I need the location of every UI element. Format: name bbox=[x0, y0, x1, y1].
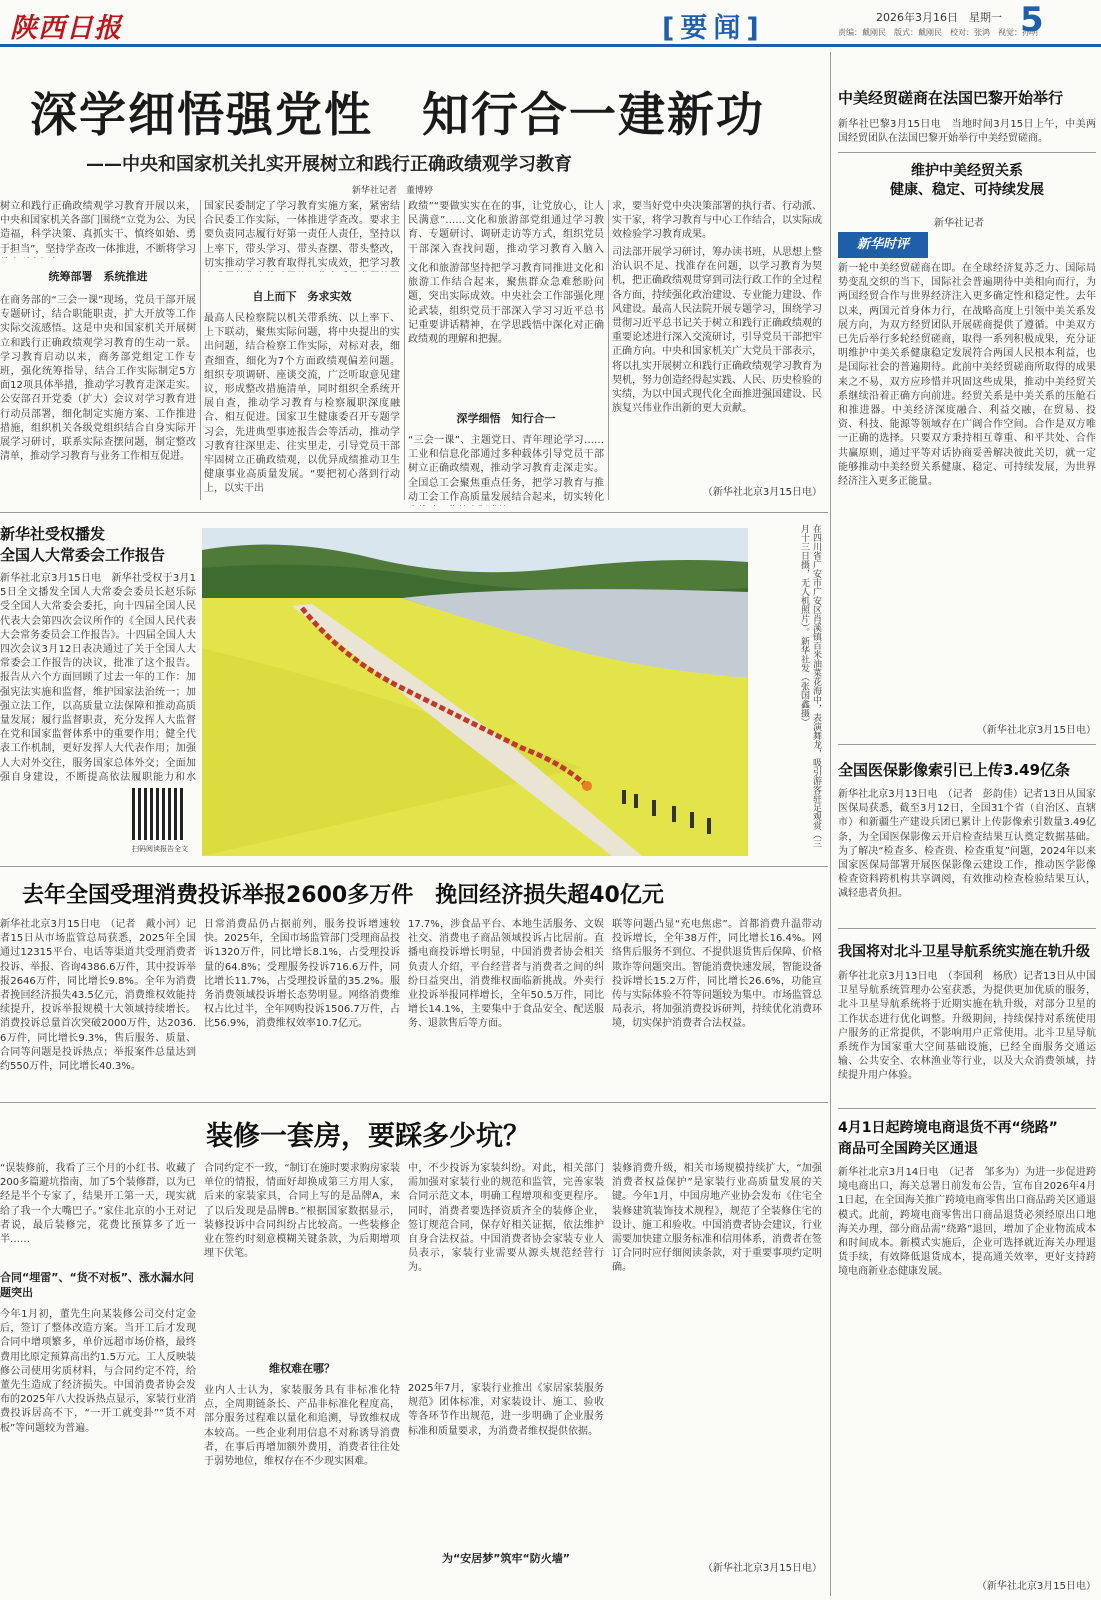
renovation-column-1 bbox=[0, 1162, 196, 1594]
photo-illustration bbox=[202, 528, 748, 856]
issue-date: 2026年3月16日 星期一 bbox=[876, 11, 1002, 24]
lead-column-1 bbox=[0, 200, 196, 500]
section-divider bbox=[838, 744, 1096, 745]
npc-report-body: 新华社北京3月15日电 新华社受权于3月15日全文播发全国人大常委会委员长赵乐际受全国人大常委会委托，向十四届全国人民代表大会第四次会议所作的《全国人民代表大会常务委员会工作报告》。十四届全国人大四次会议3月12日表决通过了关于全国人大常委会工作报告的决议，批准了这个报告。报告从六个方面回顾了过去一年的工作：加强宪法实施和监督，维护国家法治统一；加强立法工作，以高质量立法保障和推动高质量发展；履行监督职责，充分发挥人大监督在党和国家监督体系中的重要作用；健全代表工作机制，更好发挥人大代表作用；加强人大对外交往，服务国家总体外交；全面加强自身建设，不断提高依法履职能力和水 bbox=[0, 573, 196, 783]
commentary-body: 新一轮中美经贸磋商在即。在全球经济复苏乏力、国际局势变乱交织的当下，国际社会普遍期待中美相向而行，为两国经贸合作与世界经济注入更多确定性和稳定性。去年以来，两国元首身体力行，在战略高度上引领中美关系发展方向，为双方经贸团队开展磋商提供了遵循。中美双方已先后举行多轮经贸磋商，取得一系列积极成果，充分证明维护中美关系健康稳定发展符合两国人民根本利益，也是国际社会的普遍期待。此前中美经贸磋商所取得的成果来之不易，双方应珍惜并巩固这些成果，推动中美经贸关系继续沿着正确方向前进。经贸关系是中美关系的压舱石和推进器。中美经济深度融合、利益交融，在贸易、投资、科技、能源等领域存在广阔合作空间。合作是双方唯一正确的选择。只要双方秉持相互尊重、和平共处、合作共赢原则，通过平等对话协商妥善解决彼此关切，就一定能够推动中美经贸关系健康、稳定、可持续发展，为世界经济注入更多正能量。 bbox=[838, 263, 1096, 488]
renovation-col4-body: 装修消费升级，相关市场规模持续扩大，“加强消费者权益保护”是家装行业高质量发展的关键。今年1月，中国房地产业协会发布《住宅全装修建筑装饰技术规程》，规范了全装修住宅的设计、施工和验收。中国消费者协会建议，行业需要加快建立服务标准和信用体系，消费者在签订合同时应仔细阅读条款，对于重要事项约定明确。 bbox=[612, 1163, 822, 1274]
lead-subhead-3: 深学细悟 知行合一 bbox=[456, 412, 556, 425]
lead-col2-top: 国家民委制定了学习教育实施方案，紧密结合民委工作实际，一体推进学查改。要求主要负责同志履行好第一责任人责任，坚持以上率下，带头学习、带头查摆、带头整改，切实推动学习教育取得扎实成效，把学习教 bbox=[204, 201, 400, 269]
renovation-subhead-1: 合同“埋雷”、“货不对板”、涨水漏水问题突出 bbox=[0, 1271, 194, 1299]
header-rule bbox=[0, 44, 1101, 47]
lead-col1-body: 在商务部的“三会一课”现场，党员干部开展专题研讨，结合职能职责，扩大开放等工作实际交流感悟。这是中央和国家机关开展树立和践行正确政绩观学习教育的生动一景。学习教育启动以来，商务部党组定工作专班，强化统筹指导，结合工作实际制定5方面12项具体举措，推动学习教育走深走实。公安部召开党委（扩大）会议对学习教育进行动员部署，细化制定实施方案、工作推进措施，组织机关各级党组织结合自身实际开展学习研讨，联系实际查摆问题，制定整改清单，推动学习教育与业务工作相互促进。 bbox=[0, 295, 196, 463]
newspaper-logo: 陕西日报 bbox=[10, 13, 122, 44]
column-divider bbox=[608, 200, 609, 500]
us-china-talks-body: 新华社巴黎3月15日电 当地时间3月15日上午，中美两国经贸团队在法国巴黎开始举行中美经贸磋商。 bbox=[838, 119, 1096, 145]
consumer-complaints-headline: 去年全国受理消费投诉举报2600多万件 挽回经济损失超40亿元 bbox=[22, 883, 664, 908]
commentary-headline: 维护中美经贸关系 健康、稳定、可持续发展 bbox=[890, 163, 1044, 198]
section-title: [要闻] bbox=[662, 13, 765, 44]
right-column-divider bbox=[830, 52, 831, 1596]
renovation-headline: 装修一套房，要踩多少坑？ bbox=[206, 1121, 530, 1152]
renovation-col2-body: 业内人士认为，家装服务具有非标准化特点，全周期链条长、产品非标准化程度高，部分服务过程难以量化和追溯，导致维权成本较高。一些企业利用信息不对称诱导消费者，在事后再增加额外费用，消费者往往处于弱势地位，维权存在不少现实困难。 bbox=[204, 1385, 400, 1468]
lead-column-4 bbox=[612, 200, 822, 500]
page-number: 5 bbox=[1020, 0, 1044, 40]
renovation-col1-body: 今年1月初，董先生向某装修公司交付定金后，签订了整体改造方案。当开工后才发现合同中增项繁多，单价远超市场价格，最终费用比原定预算高出约1.5万元。工人反映装修公司使用劣质材料，与合同约定不符，给董先生造成了经济损失。中国消费者协会发布的2025年八大投诉热点显示，家装行业消费投诉居高不下，“一开工就变卦”“货不对板”等问题较为普遍。 bbox=[0, 1309, 196, 1434]
renovation-subhead-2: 维权难在哪？ bbox=[269, 1362, 335, 1375]
consumer-col-2: 日常消费品仍占据前列，服务投诉增速较快。2025年，全国市场监管部门受理商品投诉1320万件，同比增长8.1%，占受理投诉量的64.8%；受理服务投诉716.6万件，同比增长11.7%，占受理投诉量的35.2%。服务消费领域投诉增长态势明显。网络消费维权占比过半，全年网购投诉1506.7万件，占比56.9%，消费维权效率10.7亿元。 bbox=[204, 919, 400, 1030]
lead-column-2 bbox=[204, 200, 400, 500]
renovation-col2-top: 合同约定不一致，“制订在施时要求购房家装单位的情报，情面好却换成第三方用人家，后来的家装家具，合同上写的是品牌A，来了以后发现是品牌B。”根据国家数据显示，装修投诉中合同纠纷占比较高。一些装修企业在签约时刻意模糊关键条款，为后期增项埋下伏笔。 bbox=[204, 1163, 400, 1260]
cross-border-ecommerce-headline: 4月1日起跨境电商退货不再“绕路” 商品可全国跨关区通退 bbox=[838, 1120, 1058, 1157]
lead-col3-body: 文化和旅游部坚持把学习教育同推进文化和旅游工作结合起来，聚焦群众急难愁盼问题，突出实际成效。中央社会工作部强化理论武装，组织党员干部深入学习习近平总书记重要讲话精神，在学思践悟中深化对正确政绩观的理解和把握。 bbox=[408, 263, 604, 346]
qr-code-label: 扫码阅读报告全文 bbox=[132, 845, 188, 853]
renovation-dateline-end: （新华社北京3月15日电） bbox=[702, 1563, 822, 1574]
lead-dateline-end: （新华社北京3月15日电） bbox=[702, 487, 822, 498]
beidou-headline: 我国将对北斗卫星导航系统实施在轨升级 bbox=[838, 944, 1090, 960]
consumer-col-3: 17.7%，涉食品平台、本地生活服务、文娱社交、消费电子商品领域投诉占比居前。直播电商投诉增长明显，中国消费者协会相关负责人介绍，平台经营者与消费者之间的纠纷日益突出，消费维权面临新挑战。外卖行业投诉举报同样增长，全年50.5万件，同比增长14.1%，主要集中于食品安全、配送服务、退款售后等方面。 bbox=[408, 919, 604, 1030]
lead-headline: 深学细悟强党性 知行合一建新功 bbox=[30, 88, 765, 143]
cross-border-ecommerce-body: 新华社北京3月14日电 （记者 邹多为）为进一步促进跨境电商出口，海关总署日前发布公告，宣布自2026年4月1日起，在全国海关推广跨境电商零售出口商品跨关区通退模式。此前，跨境电商零售出口商品退货必须经原出口地海关办理，部分商品需“绕路”退回，增加了企业物流成本和时间成本。新模式实施后，企业可选择就近海关办理退货手续，有效降低退货成本，提高通关效率，更好支持跨境电商新业态健康发展。 bbox=[838, 1167, 1096, 1278]
lead-col2-body: 最高人民检察院以机关带系统、以上率下、上下联动，聚焦实际问题，将中央提出的实出问题，结合检察工作实际，对标对表，细查细查，细化为7个方面政绩观偏差问题。组织专项调研、座谈交流，广泛听取意见建议，形成整改措施清单，同时组织全系统开展自查，推动学习教育与检察履职深度融合、相互促进。国家卫生健康委召开专题学习会，先进典型事迹报告会等活动，推动学习教育往深里走、往实里走，引导党员干部牢固树立正确政绩观，以优异成绩推动卫生健康事业高质量发展。“要把初心落到行动上，以实干出 bbox=[204, 313, 400, 495]
lead-subhead-2: 自上而下 务求实效 bbox=[252, 290, 352, 303]
lead-col3-top: 政绩”“要做实实在在的事，让党放心，让人民满意”……文化和旅游部党组通过学习教育、专题研讨、调研走访等方式，组织党员干部深入查找问题，推动学习教育入脑入 bbox=[408, 201, 604, 255]
xinhua-commentary-badge: 新华时评 bbox=[838, 232, 928, 258]
commentary-dateline-end: （新华社北京3月15日电） bbox=[976, 725, 1096, 736]
column-divider bbox=[200, 200, 201, 500]
renovation-column-3 bbox=[408, 1162, 604, 1594]
consumer-col-1: 新华社北京3月15日电 （记者 戴小河）记者15日从市场监管总局获悉，2025年全国通过12315平台、电话等渠道共受理消费者投诉、举报、咨询4386.6万件，其中投诉举报2646万件，同比增长9.8%。全年为消费者挽回经济损失43.5亿元，消费维权效能持续提升，投诉举报规模十大领域持续增长。消费投诉总量首次突破2000万件，达2036.6万件，同比增长9.3%，售后服务、质量、合同等问题是投诉热点；举报案件总量达到约550万件，同比增长40.3%。 bbox=[0, 919, 196, 1073]
beidou-body: 新华社北京3月13日电 （李国利 杨欣）记者13日从中国卫星导航系统管理办公室获悉，为提供更加优质的服务，北斗卫星导航系统将于近期实施在轨升级，对部分卫星的工作状态进行优化调整。升级期间，持续保持对系统使用户服务的正常提供，不影响用户正常使用。北斗卫星导航系统作为国家重大空间基础设施，已经全面服务交通运输、公共安全、农林渔业等行业，以及大众消费领域，持续提升用户体验。 bbox=[838, 971, 1096, 1082]
lead-subheadline: ——中央和国家机关扎实开展树立和践行正确政绩观学习教育 bbox=[86, 154, 572, 175]
ecommerce-dateline-end: （新华社北京3月15日电） bbox=[976, 1581, 1096, 1592]
qr-code[interactable] bbox=[132, 788, 184, 840]
section-divider bbox=[838, 152, 1096, 153]
consumer-col-4: 联等问题凸显“充电焦虑”。首都消费升温带动投诉增长，全年38万件，同比增长16.4%。网络售后服务不到位、不提供退货售后保障、价格欺诈等问题突出。智能消费快速发展，智能设备投诉增长15.2万件，同比增长26.6%，功能宣传与实际体验不符等问题较为集中。市场监管总局表示，将加强消费投诉研判，持续优化消费环境，切实保护消费者合法权益。 bbox=[612, 919, 822, 1030]
us-china-talks-headline: 中美经贸磋商在法国巴黎开始举行 bbox=[838, 89, 1064, 107]
column-divider bbox=[404, 200, 405, 500]
renovation-subhead-3: 为“安居梦”筑牢“防火墙” bbox=[442, 1552, 570, 1565]
lead-column-3 bbox=[408, 200, 604, 503]
npc-report-headline: 新华社受权播发 全国人大常委会工作报告 bbox=[0, 525, 166, 564]
lead-col4-body: 司法部开展学习研讨，筹办读书班，从思想上整治认识不足、找准存在问题，以学习教育为契机，把正确政绩观贯穿到司法行政工作的全过程各方面，持续强化政治建设、专业能力建设、作风建设。最高人民法院开展专题学习，围绕学习贯彻习近平总书记关于树立和践行正确政绩观的重要论述进行深入交流研讨，引导党员干部把牢正确方向。中央和国家机关广大党员干部表示，将以扎实开展树立和践行正确政绩观学习教育为契机，努力创造经得起实践、人民、历史检验的实绩，为以中国式现代化全面推进强国建设、民族复兴伟业作出新的更大贡献。 bbox=[612, 247, 822, 415]
renovation-column-4 bbox=[612, 1162, 822, 1594]
section-divider bbox=[0, 512, 828, 513]
section-divider bbox=[0, 1102, 828, 1103]
editor-credits: 责编：戴刚民 版式：戴刚民 校对：张鸿 视觉：孙明 bbox=[838, 28, 1038, 37]
lead-byline: 新华社记者 董博婷 bbox=[352, 186, 434, 196]
rapeseed-field-photo bbox=[202, 528, 748, 856]
renovation-column-2 bbox=[204, 1162, 400, 1594]
section-divider bbox=[838, 1108, 1096, 1109]
lead-col4-top: 求，要当好党中央决策部署的执行者、行动派、实干家，将学习教育与中心工作结合，以实际成效检验学习教育成果。 bbox=[612, 201, 822, 241]
renovation-col3-top: 中，不少投诉为家装纠纷。对此，相关部门需加强对家装行业的规范和监管，完善家装合同示范文本，明确工程增项和变更程序。同时，消费者要选择资质齐全的装修企业，签订规范合同，保存好相关证据，依法维护自身合法权益。中国消费者协会家装专业人员表示，家装行业需要从源头规范经营行为。 bbox=[408, 1163, 604, 1274]
section-divider bbox=[838, 928, 1096, 929]
renovation-col1-top: “误装修前，我看了三个月的小红书、收藏了200多篇避坑指南，加了5个装修群，以为已经是半个专家了，结果开工第一天，现实就给了我一个大嘴巴子。”家住北京的小王对记者说，最后装修完，花费比预算多了近一半…… bbox=[0, 1163, 196, 1246]
photo-caption: 在四川省广安市广安区肖溪镇百米油菜花海中，表演舞龙，吸引游客驻足观赏（三月十三日摄，无人机照片）。新华社发（张国鑫摄） bbox=[799, 524, 821, 848]
commentary-byline: 新华社记者 bbox=[934, 218, 984, 229]
lead-intro: 树立和践行正确政绩观学习教育开展以来，中央和国家机关各部门围绕“立党为公、为民造福，科学决策、真抓实干、慎终如始、勇于担当”，坚持学查改一体推进，不断将学习 bbox=[0, 201, 196, 255]
section-divider bbox=[0, 866, 828, 867]
lead-subhead-1: 统筹部署 系统推进 bbox=[48, 270, 148, 283]
renovation-col3-body: 2025年7月，家装行业推出《家居家装服务规范》团体标准，对家装设计、施工、验收等各环节作出规范，进一步明确了企业服务标准和质量要求，为消费者维权提供依据。 bbox=[408, 1383, 604, 1437]
medical-imaging-body: 新华社北京3月13日电 （记者 彭韵佳）记者13日从国家医保局获悉，截至3月12日，全国31个省（自治区、直辖市）和新疆生产建设兵团已累计上传影像索引数量3.49亿条，为全国医保影像云开启检查结果互认奠定数据基础。为了解决“检查多、检查贵、检查重复”问题，2024年以来国家医保局部署开展医保影像云建设工作，推动医学影像检查资料跨机构共享调阅，有效推动检查检验结果互认，减轻患者负担。 bbox=[838, 789, 1096, 900]
medical-imaging-headline: 全国医保影像索引已上传3.49亿条 bbox=[838, 761, 1071, 779]
lead-col3-body2: “三会一课”、主题党日、青年理论学习……工业和信息化部通过多种载体引导党员干部树立正确政绩观，推动学习教育走深走实。全国总工会聚焦重点任务，把学习教育与推动工会工作高质量发展结合起来，切实转化 bbox=[408, 435, 604, 503]
